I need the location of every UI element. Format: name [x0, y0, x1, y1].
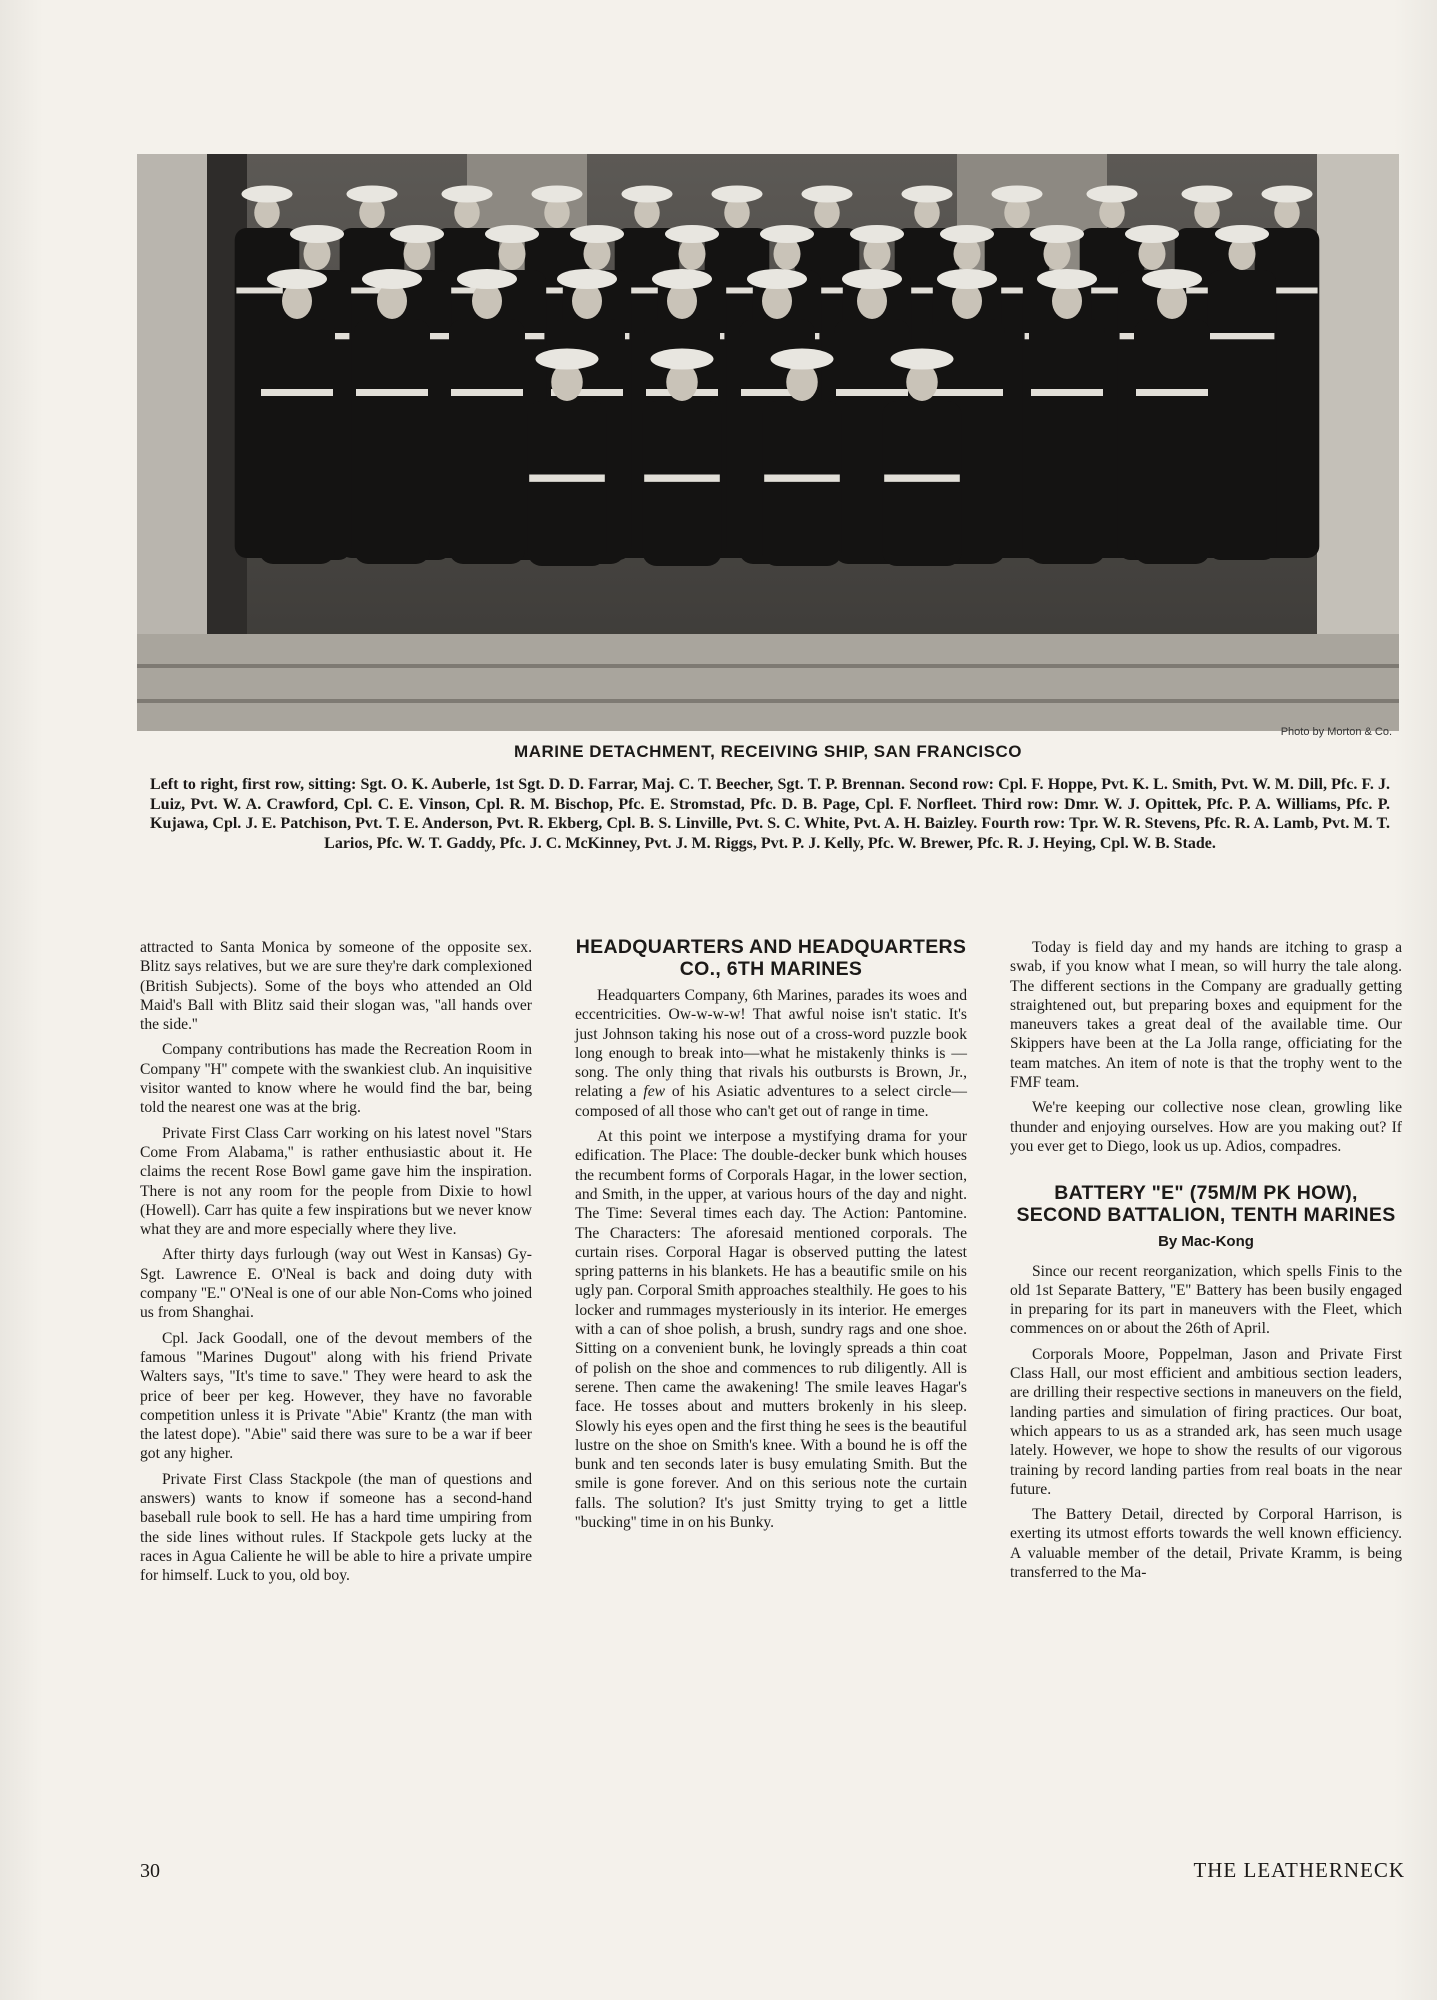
paragraph: Since our recent reorganization, which spells Finis to the old 1st Separate Battery, ''E'' Battery has been busily engaged in preparing for its part in maneuvers with the Fleet, which commences on or about the 26th of April.	[1010, 1262, 1402, 1338]
column-1	[140, 938, 532, 1592]
cap-shape	[485, 225, 539, 243]
cap-shape	[652, 269, 712, 289]
cap-shape	[1262, 186, 1313, 203]
belt-shape	[1136, 389, 1208, 396]
byline: By Mac-Kong	[1158, 1233, 1254, 1251]
belt-shape	[529, 475, 605, 482]
cap-shape	[457, 269, 517, 289]
paragraph: Corporals Moore, Poppelman, Jason and Private First Class Hall, our most efficient and ambitious section leaders, are drilling their respective sections in maneuvers on the field, landing parties and simulation of firing practices. Our boat, which appears to us as a stranded ark, has seen much usage lately. However, we hope to show the results of our vigorous training by record landing parties from real boats in the near future.	[1010, 1345, 1402, 1498]
cap-shape	[891, 349, 954, 370]
paragraph: Today is field day and my hands are itching to grasp a swab, if you know what I mean, so will hurry the tale along. The different sections in the Company are gradually getting straightened out, but preparing boxes and equipment for the maneuvers takes a great deal of the available time. Our Skippers have been at the La Jolla range, officiating for the team matches. An item of note is that the trophy went to the FMF team.	[1010, 939, 1402, 1092]
paragraph: At this point we interpose a mystifying drama for your edification. The Place: The double-decker bunk which houses the recumbent forms of Corporals Hagar, in the lower section, and Smith, in the upper, at various hours of the day and night. The Time: Several times each day. The Action: Pantomine. The Characters: The aforesaid mentioned corporals. The curtain rises. Corporal Hagar is observed putting the latest spring patterns in his blankets. He has a beautific smile on his ugly pan. Corporal Smith approaches stealthily. He goes to his locker and rummages mysteriously in its interior. He emerges with a can of shoe polish, a brush, sundry rags and one shoe. Sitting on a convenient bunk, he lovingly spreads a thin coat of polish on the shoe and commences to rub diligently. All is serene. Then came the awakening! The smile leaves Hagar's face. He tosses about and mutters brokenly in his sleep. Slowly his eyes open and the first thing he sees is the beautiful lustre on the shoe on Smith's knee. With a bound he is off the bunk and ten seconds later is busy emulating Smith. But the smile is gone forever. And on this serious note the curtain falls. The solution? It's just Smitty trying to get a little ''bucking'' time in on his Bunky.	[575, 1128, 967, 1532]
belt-shape	[261, 389, 333, 396]
belt-shape	[451, 389, 523, 396]
cap-shape	[665, 225, 719, 243]
paragraph: The Battery Detail, directed by Corporal Harrison, is exerting its utmost efforts towards the well known efficiency. A valuable member of the detail, Private Kramm, is being transferred to the Ma-	[1010, 1506, 1402, 1582]
cap-shape	[1215, 225, 1269, 243]
cap-shape	[937, 269, 997, 289]
cap-shape	[1087, 186, 1138, 203]
cap-shape	[1182, 186, 1233, 203]
uniform-shape	[1134, 319, 1210, 564]
cap-shape	[362, 269, 422, 289]
uniform-shape	[1029, 319, 1105, 564]
belt-shape	[356, 389, 428, 396]
belt-shape	[644, 475, 720, 482]
cap-shape	[1037, 269, 1097, 289]
uniform-shape	[762, 401, 842, 566]
paragraph: Cpl. Jack Goodall, one of the devout members of the famous ''Marines Dugout'' along with his friend Private Walters says, ''It's time to save.'' They were heard to ask the price of beer per keg. However, they have no favorable competition unless it is Private ''Abie'' Krantz (the man with the latest dope). ''Abie'' said there was sure to be a war if beer got any higher.	[140, 1329, 532, 1463]
cap-shape	[842, 269, 902, 289]
cap-shape	[442, 186, 493, 203]
uniform-shape	[527, 401, 607, 566]
photo-caption: Left to right, first row, sitting: Sgt. O. K. Auberle, 1st Sgt. D. D. Farrar, Maj. C. T. Beecher, Sgt. T. P. Brennan. Second row: Cpl. F. Hoppe, Pvt. K. L. Smith, Pvt. W. M. Dill, Pfc. F. J. Luiz, Pvt. W. A. Crawford, Cpl. C. E. Vinson, Cpl. R. M. Bischop, Pfc. E. Stromstad, Pfc. D. B. Page, Cpl. F. Norfleet. Third row: Dmr. W. J. Opittek, Pfc. P. A. Williams, Pfc. P. Kujawa, Cpl. J. E. Patchison, Pvt. T. E. Anderson, Pvt. R. Ekberg, Cpl. B. S. Linville, Pvt. S. C. White, Pvt. A. H. Baizley. Fourth row: Tpr. W. R. Stevens, Pfc. R. A. Lamb, Pvt. M. T. Larios, Pfc. W. T. Gaddy, Pfc. J. C. McKinney, Pvt. J. M. Riggs, Pvt. P. J. Kelly, Pfc. W. Brewer, Pfc. R. J. Heying, Cpl. W. B. Stade.	[150, 776, 1390, 852]
magazine-name: THE LEATHERNECK	[1193, 1858, 1405, 1882]
cap-shape	[1142, 269, 1202, 289]
cap-shape	[242, 186, 293, 203]
group-photo	[137, 154, 1399, 731]
cap-shape	[347, 186, 398, 203]
cap-shape	[557, 269, 617, 289]
paragraph: Private First Class Stackpole (the man of questions and answers) wants to know if someone has a second-hand baseball rule book to sell. He has a hard time umpiring from the side lines without rules. If Stackpole gets lucky at the races in Agua Caliente he will be able to hire a private umpire for himself. Luck to you, old boy.	[140, 1470, 532, 1585]
paragraph: We're keeping our collective nose clean, growling like thunder and enjoying ourselves. How are you making out? If you ever get to Diego, look us up. Adios, compadres.	[1010, 1099, 1402, 1155]
uniform-shape	[449, 319, 525, 564]
cap-shape	[902, 186, 953, 203]
paragraph: Private First Class Carr working on his latest novel ''Stars Come From Alabama,'' is rather enthusiastic about it. He claims the recent Rose Bowl game gave him the inspiration. There is not any room for the people from Dixie to howl (Howell). Carr has quite a few inspirations but we never know what they are and more especially where they live.	[140, 1124, 532, 1239]
cap-shape	[651, 349, 714, 370]
page-number: 30	[140, 1860, 160, 1882]
cap-shape	[622, 186, 673, 203]
cap-shape	[992, 186, 1043, 203]
belt-shape	[764, 475, 840, 482]
belt-shape	[1210, 333, 1275, 339]
cap-shape	[290, 225, 344, 243]
uniform-shape	[882, 401, 962, 566]
cap-shape	[760, 225, 814, 243]
cap-shape	[532, 186, 583, 203]
column-3	[1010, 938, 1402, 1588]
paragraph: After thirty days furlough (way out West in Kansas) Gy-Sgt. Lawrence E. O'Neal is back and doing duty with company ''E.'' O'Neal is one of our able Non-Coms who joined us from Shanghai.	[140, 1246, 532, 1322]
cap-shape	[940, 225, 994, 243]
cap-shape	[390, 225, 444, 243]
belt-shape	[884, 475, 960, 482]
uniform-shape	[642, 401, 722, 566]
cap-shape	[747, 269, 807, 289]
belt-shape	[931, 389, 1003, 396]
cap-shape	[267, 269, 327, 289]
cap-shape	[802, 186, 853, 203]
uniform-shape	[259, 319, 335, 564]
cap-shape	[712, 186, 763, 203]
section-heading: HEADQUARTERS AND HEADQUARTERS CO., 6TH MARINES	[575, 936, 967, 980]
belt-shape	[1031, 389, 1103, 396]
column-2	[575, 938, 967, 1538]
cap-shape	[771, 349, 834, 370]
cap-shape	[536, 349, 599, 370]
paragraph: Company contributions has made the Recreation Room in Company ''H'' compete with the swankiest club. An inquisitive visitor wanted to know where he would find the bar, being told the nearest one was at the brig.	[140, 1041, 532, 1117]
uniform-shape	[1208, 270, 1276, 560]
paragraph: attracted to Santa Monica by someone of the opposite sex. Blitz says relatives, but we are sure they're dark complexioned (British Subjects). Some of the boys who attended an Old Maid's Ball with Blitz said their slogan was, ''all hands over the side.''	[140, 939, 532, 1034]
cap-shape	[1125, 225, 1179, 243]
belt-shape	[836, 389, 908, 396]
uniform-shape	[354, 319, 430, 564]
cap-shape	[850, 225, 904, 243]
cap-shape	[570, 225, 624, 243]
paragraph: Headquarters Company, 6th Marines, parades its woes and eccentricities. Ow-w-w-w! That awful noise isn't static. It's just Johnson taking his nose out of a cross-word puzzle book long enough to break into—what he mistakenly thinks is —song. The only thing that rivals his outbursts is Brown, Jr., relating a few of his Asiatic adventures to a select circle—composed of all those who can't get out of range in time.	[575, 987, 968, 1120]
photo-credit: Photo by Morton & Co.	[1280, 726, 1392, 738]
photo-title: MARINE DETACHMENT, RECEIVING SHIP, SAN FRANCISCO	[514, 742, 1022, 761]
section-heading: BATTERY "E" (75M/M PK HOW), SECOND BATTALION, TENTH MARINES	[1016, 1182, 1396, 1227]
cap-shape	[1030, 225, 1084, 243]
